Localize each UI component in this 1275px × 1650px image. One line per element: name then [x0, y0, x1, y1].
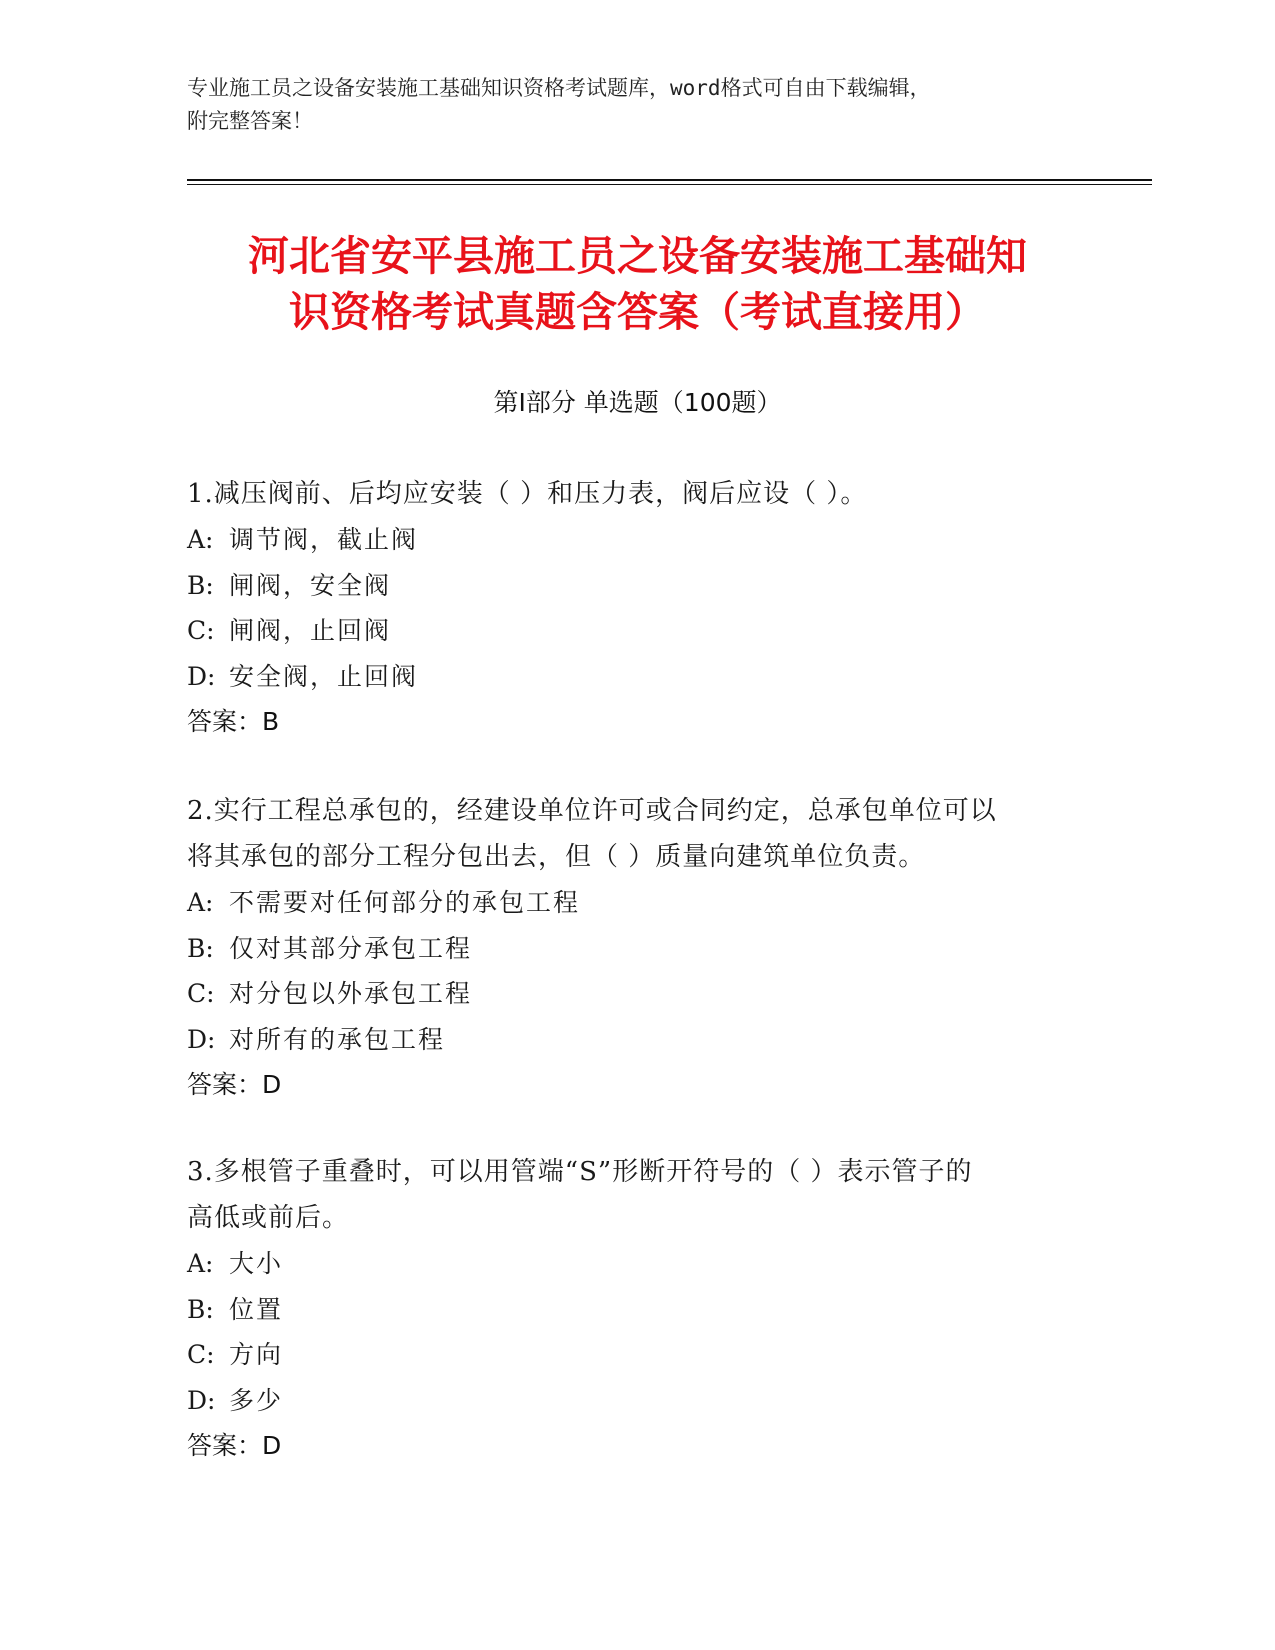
- option-b: [187, 926, 1067, 972]
- header-divider-thick: [187, 179, 1152, 181]
- option-text: 大小: [229, 1249, 284, 1278]
- question-line: 1.减压阀前、后均应安装（ ）和压力表，阀后应设（ ）。: [187, 479, 868, 509]
- option-d: [187, 1017, 1067, 1063]
- question-line: 将其承包的部分工程分包出去，但（ ）质量向建筑单位负责。: [187, 842, 926, 872]
- question-text: [187, 471, 1067, 517]
- header-note: [187, 72, 1067, 138]
- document-title-line-1: 河北省安平县施工员之设备安装施工基础知: [248, 232, 1027, 280]
- option-key: C:: [187, 979, 215, 1008]
- option-key: D:: [187, 661, 216, 691]
- option-text: 对分包以外承包工程: [229, 979, 473, 1008]
- option-text: 方向: [229, 1340, 284, 1369]
- option-text: 对所有的承包工程: [229, 1024, 446, 1054]
- option-text: 仅对其部分承包工程: [229, 933, 473, 963]
- section-title: 第Ⅰ部分 单选题（100题）: [493, 388, 782, 417]
- option-key: B:: [187, 570, 214, 600]
- answer-line: 答案：D: [187, 1431, 282, 1460]
- header-note-line-1: 专业施工员之设备安装施工基础知识资格考试题库，word格式可自由下载编辑，: [187, 76, 931, 100]
- question-text: [187, 1149, 1067, 1241]
- question-text: [187, 788, 1067, 880]
- question-1: [187, 471, 1067, 744]
- question-3: [187, 1149, 1067, 1468]
- question-2: [187, 788, 1067, 1107]
- header-note-line-2: 附完整答案！: [187, 109, 313, 133]
- option-key: A:: [187, 1249, 214, 1278]
- option-text: 位置: [229, 1294, 284, 1324]
- option-b: [187, 563, 1067, 609]
- option-a: [187, 1241, 1067, 1287]
- option-c: [187, 1332, 1067, 1378]
- question-line: 高低或前后。: [187, 1203, 350, 1233]
- option-key: A:: [187, 525, 214, 554]
- option-b: [187, 1287, 1067, 1333]
- option-text: 多少: [229, 1385, 284, 1415]
- question-line: 2.实行工程总承包的，经建设单位许可或合同约定，总承包单位可以: [187, 796, 997, 826]
- option-d: [187, 1378, 1067, 1424]
- option-text: 调节阀，截止阀: [229, 525, 419, 554]
- option-key: D:: [187, 1385, 216, 1415]
- answer-line: 答案：D: [187, 1070, 282, 1099]
- question-line: 3.多根管子重叠时，可以用管端“S”形断开符号的（ ）表示管子的: [187, 1157, 973, 1187]
- option-key: B:: [187, 933, 214, 963]
- option-key: C:: [187, 616, 215, 645]
- option-key: A:: [187, 888, 214, 917]
- option-a: [187, 880, 1067, 926]
- option-a: [187, 517, 1067, 563]
- answer-line: 答案：B: [187, 707, 280, 736]
- option-key: B:: [187, 1294, 214, 1324]
- document-title: [100, 228, 1175, 340]
- document-title-line-2: 识资格考试真题含答案（考试直接用）: [289, 288, 986, 336]
- option-text: 安全阀，止回阀: [229, 661, 419, 691]
- option-d: [187, 654, 1067, 700]
- option-key: C:: [187, 1340, 215, 1369]
- option-text: 闸阀，止回阀: [229, 616, 392, 645]
- option-text: 不需要对任何部分的承包工程: [229, 888, 581, 917]
- option-c: [187, 971, 1067, 1017]
- option-c: [187, 608, 1067, 654]
- option-text: 闸阀，安全阀: [229, 570, 392, 600]
- option-key: D:: [187, 1024, 216, 1054]
- header-divider-thin: [187, 184, 1152, 185]
